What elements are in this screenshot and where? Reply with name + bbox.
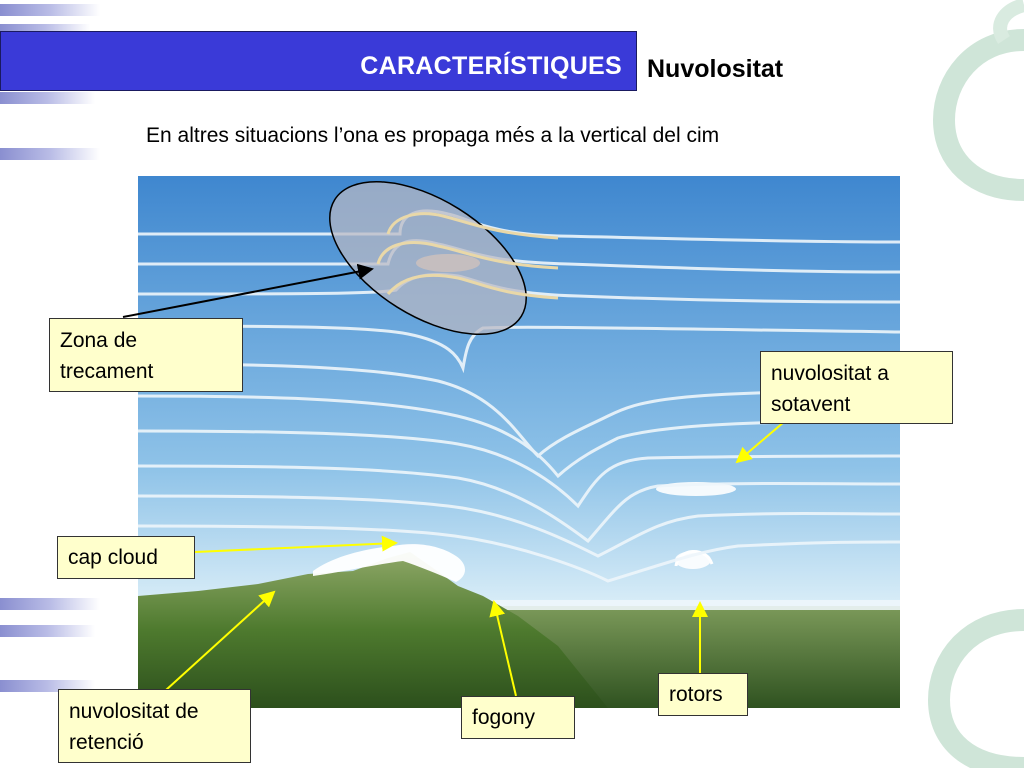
decorative-stripe xyxy=(0,598,100,610)
label-zona-trecament: Zona de trecament xyxy=(49,318,243,392)
horizon-haze xyxy=(468,600,900,610)
label-nuvolositat-sotavent: nuvolositat a sotavent xyxy=(760,351,953,424)
section-title-bar xyxy=(0,31,637,91)
page-title: Nuvolositat xyxy=(647,55,784,83)
decorative-stripe xyxy=(0,92,95,104)
label-cap-cloud: cap cloud xyxy=(57,536,195,579)
intro-text: En altres situacions l’ona es propaga més a la vertical del cim xyxy=(146,124,720,147)
decorative-stripe xyxy=(0,625,95,637)
decorative-stripe xyxy=(0,148,100,160)
section-title: CARACTERÍSTIQUES xyxy=(360,52,622,80)
label-nuvolositat-retencio: nuvolositat de retenció xyxy=(58,689,251,763)
label-rotors: rotors xyxy=(658,673,748,716)
label-fogony: fogony xyxy=(461,696,575,739)
mountain-wave-illustration xyxy=(138,176,900,708)
decorative-stripe xyxy=(0,4,100,16)
